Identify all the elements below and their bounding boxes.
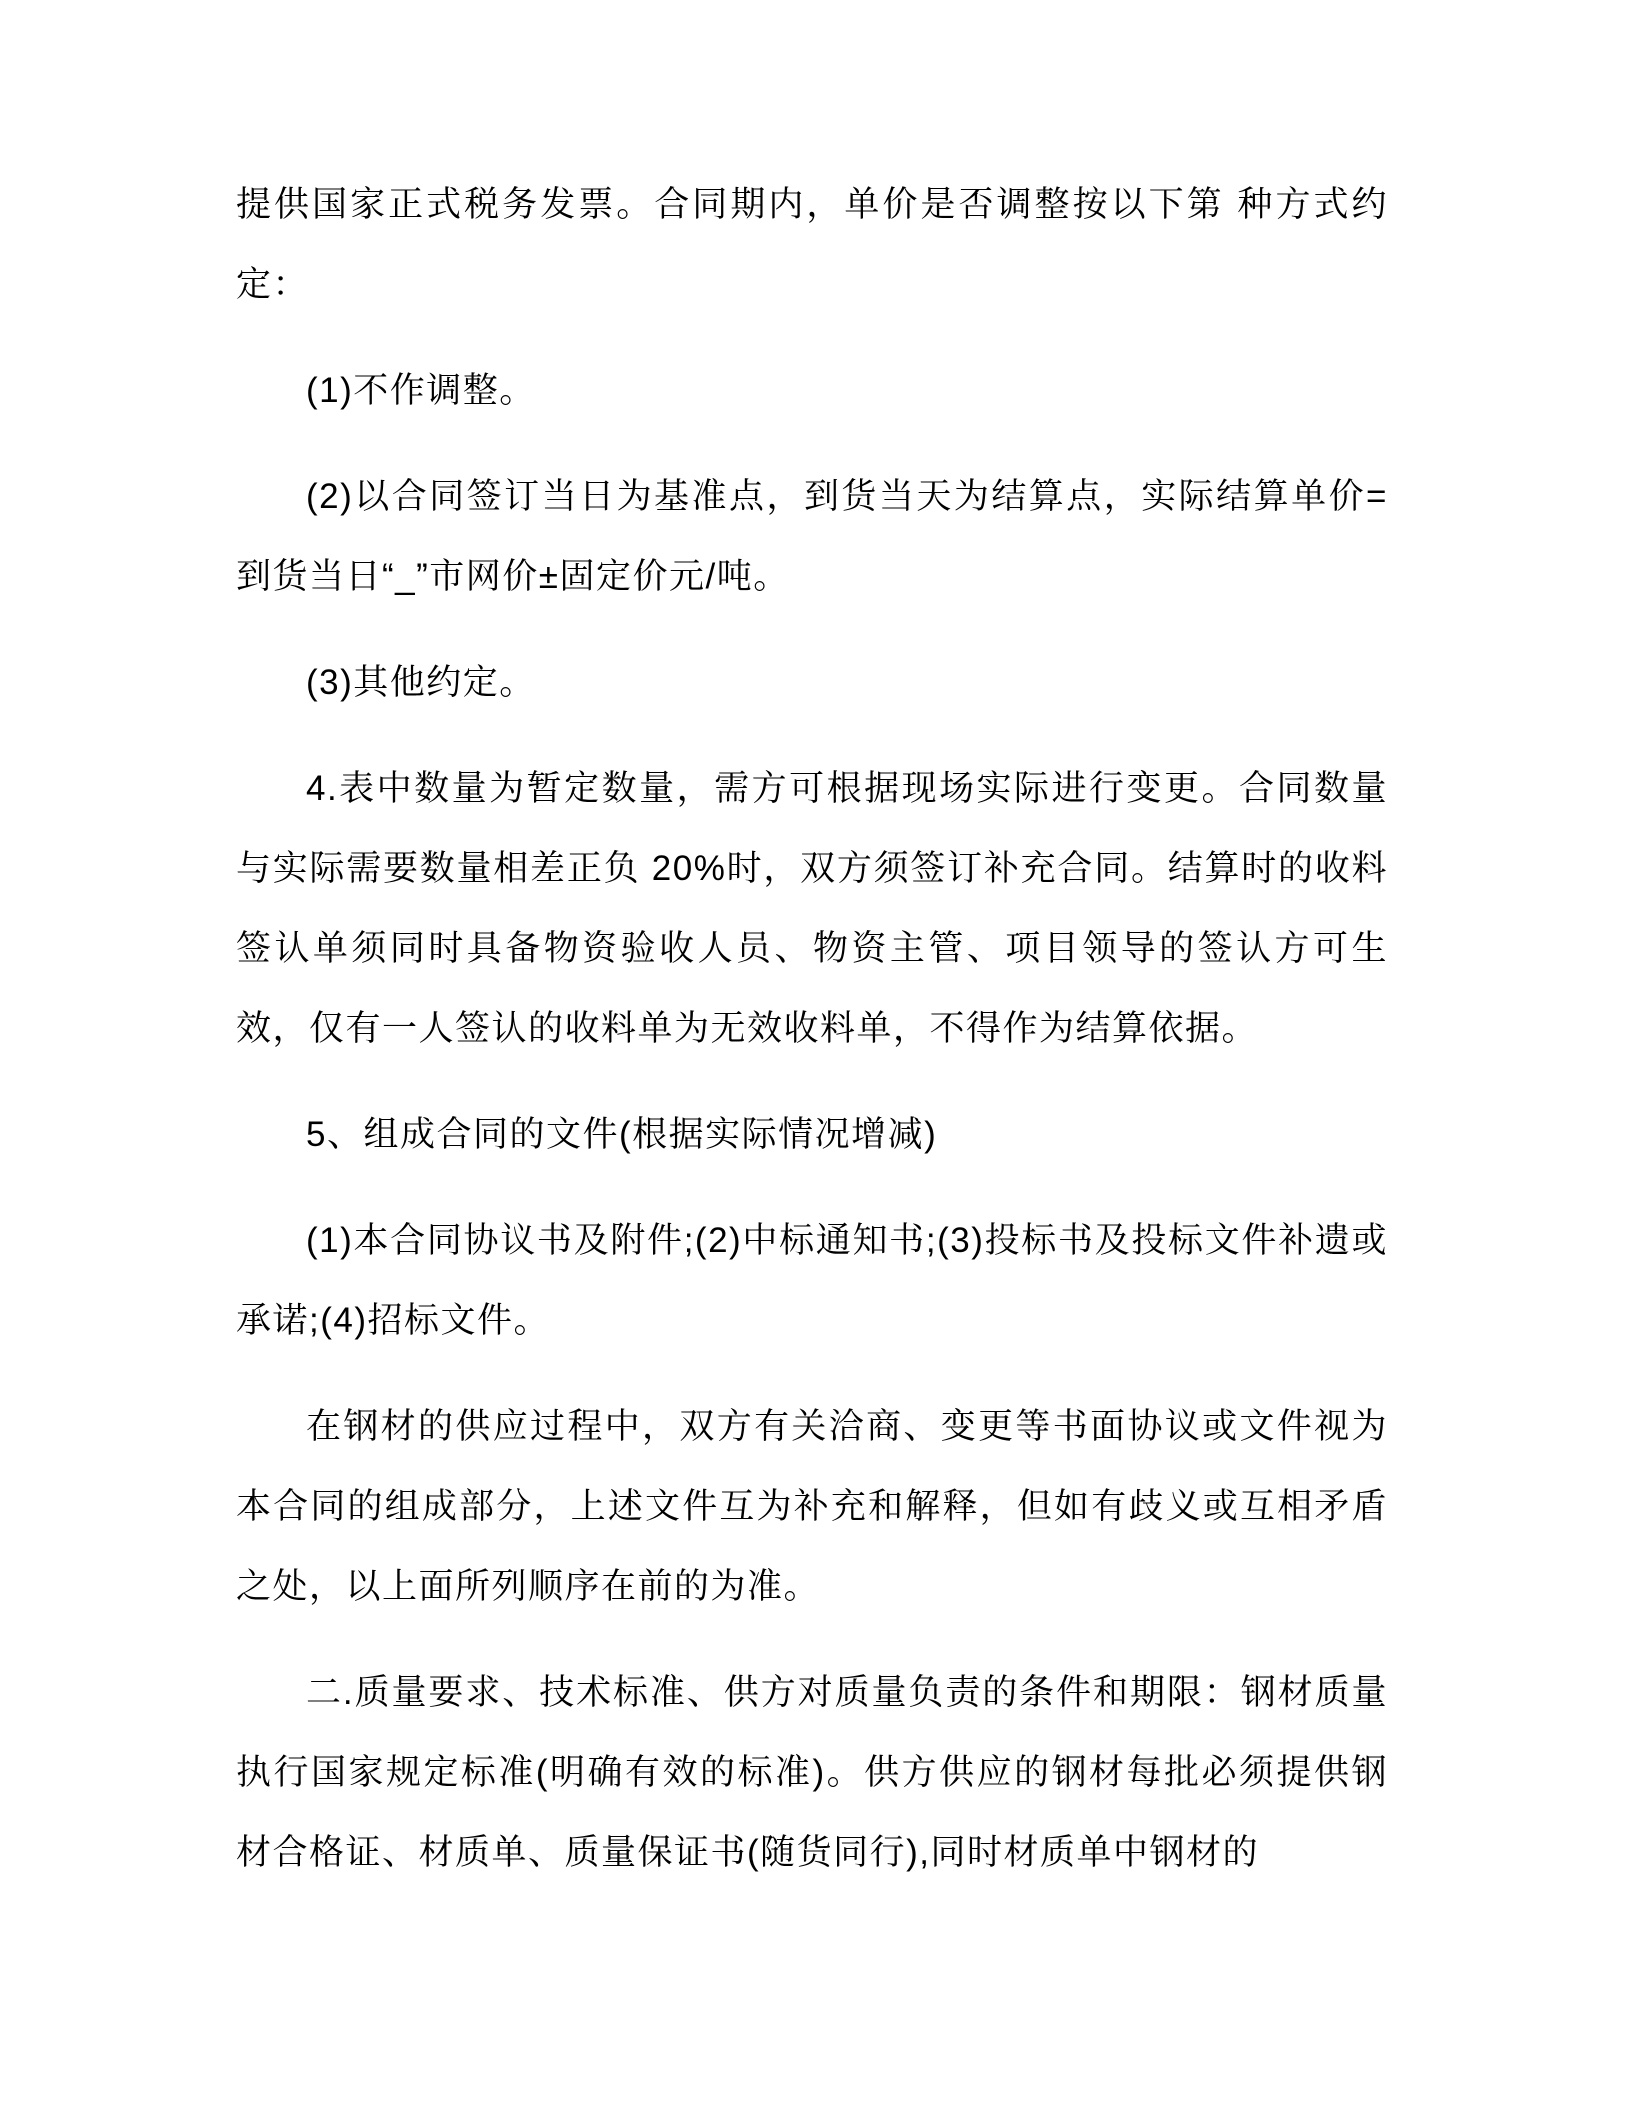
- document-content: [236, 165, 1388, 1893]
- paragraph: (1)不作调整。: [306, 371, 536, 410]
- paragraph: (2)以合同签订当日为基准点，到货当天为结算点，实际结算单价=到货当日“_”市网价±固定价元/吨。: [236, 477, 1388, 596]
- paragraph: (1)本合同协议书及附件;(2)中标通知书;(3)投标书及投标文件补遗或承诺;(4)招标文件。: [236, 1221, 1388, 1340]
- paragraph: 在钢材的供应过程中，双方有关洽商、变更等书面协议或文件视为本合同的组成部分，上述文件互为补充和解释，但如有歧义或互相矛盾之处，以上面所列顺序在前的为准。: [236, 1407, 1388, 1606]
- paragraph: 4.表中数量为暂定数量，需方可根据现场实际进行变更。合同数量与实际需要数量相差正负 20%时，双方须签订补充合同。结算时的收料签认单须同时具备物资验收人员、物资主管、项目领导的签认方可生效，仅有一人签认的收料单为无效收料单，不得作为结算依据。: [236, 769, 1388, 1048]
- paragraph: 5、组成合同的文件(根据实际情况增减): [306, 1115, 938, 1154]
- paragraph: 提供国家正式税务发票。合同期内，单价是否调整按以下第 种方式约定：: [236, 185, 1388, 304]
- paragraph: 二.质量要求、技术标准、供方对质量负责的条件和期限：钢材质量执行国家规定标准(明确有效的标准)。供方供应的钢材每批必须提供钢材合格证、材质单、质量保证书(随货同行),同时材质单中钢材的: [236, 1673, 1388, 1872]
- paragraph: (3)其他约定。: [306, 663, 536, 702]
